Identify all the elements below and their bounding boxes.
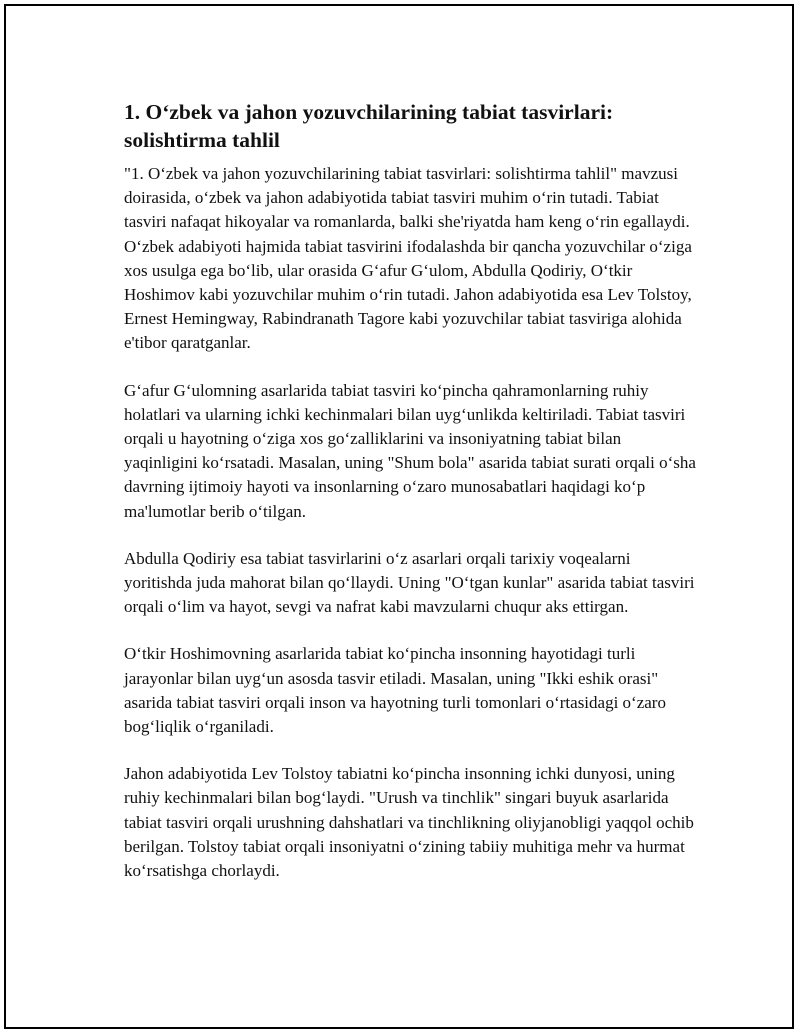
paragraph-otkir-hoshimov: O‘tkir Hoshimovning asarlarida tabiat ko‘pincha insonning hayotidagi turli jarayonlar bilan uyg‘un asosda tasvir etiladi. Masalan, uning "Ikki eshik orasi" asarida tabiat tasviri orqali inson va hayotning turli tomonlari o‘rtasidagi o‘zaro bog‘liqlik o‘rganiladi. — [124, 644, 666, 737]
document-title: 1. O‘zbek va jahon yozuvchilarining tabiat tasvirlari: solishtirma tahlil — [124, 100, 614, 152]
page-frame — [4, 4, 794, 1029]
paragraph-lev-tolstoy: Jahon adabiyotida Lev Tolstoy tabiatni ko‘pincha insonning ichki dunyosi, uning ruhiy kechinmalari bilan bog‘laydi. "Urush va tinchlik" singari buyuk asarlarida tabiat tasviri orqali urushning dahshatlari va tinchlikning oliyjanobligi yaqqol ochib berilgan. Tolstoy tabiat orqali insoniyatni o‘zining tabiiy muhitiga mehr va hurmat ko‘rsatishga chorlaydi. — [124, 764, 694, 881]
document-body — [124, 98, 696, 906]
paragraph-intro: "1. O‘zbek va jahon yozuvchilarining tabiat tasvirlari: solishtirma tahlil" mavzusi doirasida, o‘zbek va jahon adabiyotida tabiat tasviri muhim o‘rin tutadi. Tabiat tasviri nafaqat hikoyalar va romanlarda, balki she'riyatda ham keng o‘rin egallaydi. O‘zbek adabiyoti hajmida tabiat tasvirini ifodalashda bir qancha yozuvchilar o‘ziga xos usulga ega bo‘lib, ular orasida G‘afur G‘ulom, Abdulla Qodiriy, O‘tkir Hoshimov kabi yozuvchilar muhim o‘rin tutadi. Jahon adabiyotida esa Lev Tolstoy, Ernest Hemingway, Rabindranath Tagore kabi yozuvchilar tabiat tasviriga alohida e'tibor qaratganlar. — [124, 164, 692, 353]
paragraph-abdulla-qodiriy: Abdulla Qodiriy esa tabiat tasvirlarini o‘z asarlari orqali tarixiy voqealarni yoritishda juda mahorat bilan qo‘llaydi. Uning "O‘tgan kunlar" asarida tabiat tasviri orqali o‘lim va hayot, sevgi va nafrat kabi mavzularni chuqur aks ettirgan. — [124, 548, 695, 617]
paragraph-gafur-gulom: G‘afur G‘ulomning asarlarida tabiat tasviri ko‘pincha qahramonlarning ruhiy holatlari va ularning ichki kechinmalari bilan uyg‘unlikda keltiriladi. Tabiat tasviri orqali u hayotning o‘ziga xos go‘zalliklarini va insoniyatning tabiat bilan yaqinligini ko‘rsatadi. Masalan, uning "Shum bola" asarida tabiat surati orqali o‘sha davrning ijtimoiy hayoti va insonlarning o‘zaro munosabatlari haqidagi ko‘p ma'lumotlar berib o‘tilgan. — [124, 380, 696, 521]
